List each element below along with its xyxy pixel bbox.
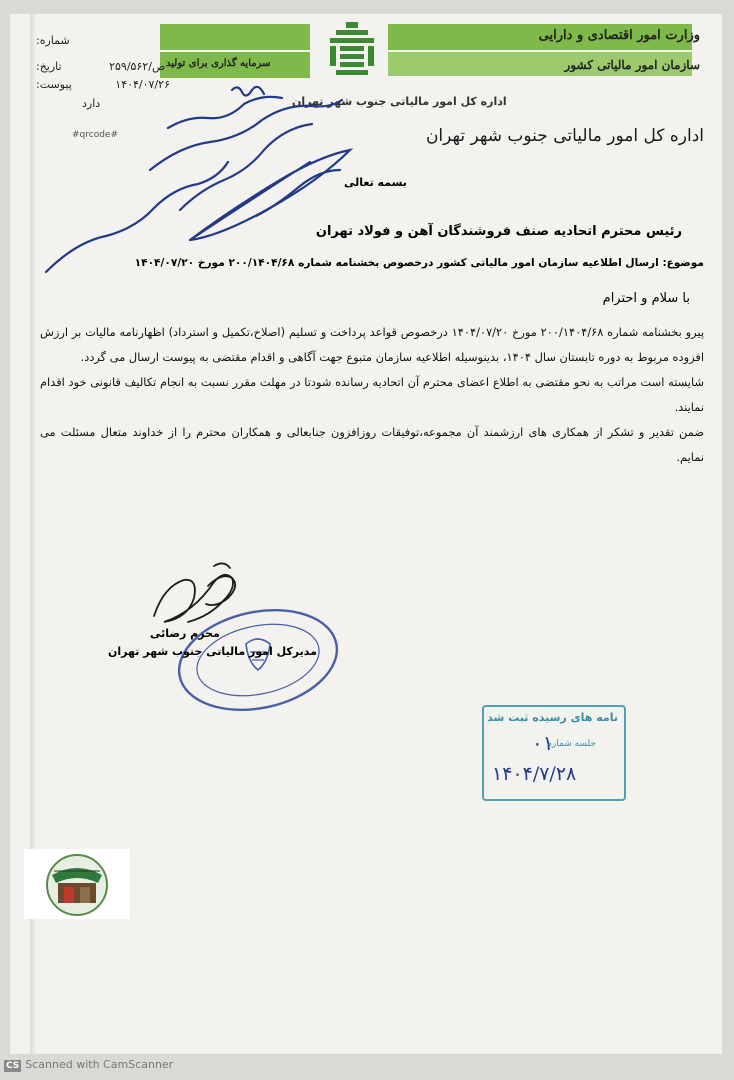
handwritten-office-title: اداره کل امور مالیاتی جنوب شهر تهران (425, 126, 704, 146)
header-slogan: سرمایه گذاری برای تولید (166, 58, 271, 69)
letter-date-value: ۱۴۰۴/۰۷/۲۶ (115, 78, 170, 91)
letter-date-label: تاریخ: (36, 60, 62, 73)
letter-number-label: شماره: (36, 34, 70, 47)
receipt-stamp-number: ۰۱ (532, 731, 554, 755)
body-paragraph-3: ضمن تقدیر و تشکر از همکاری های ارزشمند آن مجموعه،توفیقات روزافزون جنابعالی و همکاران محترم را از خداوند متعال مسئلت می نمایم. (40, 425, 704, 464)
camscanner-text: Scanned with CamScanner (25, 1058, 174, 1071)
receipt-stamp (482, 705, 626, 801)
handwritten-greeting: با سلام و احترام (602, 291, 690, 306)
director-signature (154, 563, 235, 622)
union-logo-icon (24, 849, 130, 919)
union-logo-box (24, 849, 130, 919)
camscanner-badge-icon: CS (6, 1061, 20, 1071)
letter-attachment-label: پیوست: (36, 78, 72, 91)
receipt-stamp-number-label: جلسه شماره (547, 739, 596, 749)
signatory-title: مدیرکل امور مالیاتی جنوب شهر تهران (108, 645, 317, 658)
letter-number-value: ۲۵۹/۵۶۲/ص (109, 60, 166, 73)
handwritten-referral-note (46, 87, 350, 272)
besmellah-heading: بسمه تعالی (344, 176, 407, 189)
body-paragraph-1: پیرو بخشنامه شماره ۲۰۰/۱۴۰۴/۶۸ مورخ ۱۴۰۴/۰۷/۲۰ درخصوص قواعد پرداخت و تسلیم (اصلاح،تکمیل و استرداد) اظهارنامه مالیات بر ارزش افزوده مربوط به دوره تابستان سال ۱۴۰۴، بدینوسیله اطلاعیه سازمان متبوع جهت آگاهی و اقدام مقتضی به پیوست ارسال می گردد. (40, 325, 704, 364)
receipt-stamp-title: نامه های رسیده ثبت شد (487, 711, 618, 724)
body-paragraph-2: شایسته است مراتب به نحو مقتضی به اطلاع اعضای محترم آن اتحادیه رسانده شودتا در مهلت مقرر نسبت به انجام تکالیف قانونی خود اقدام نمایند. (40, 375, 704, 414)
organization-name: سازمان امور مالیاتی کشور (564, 58, 700, 72)
camscanner-watermark (4, 1058, 173, 1072)
receipt-stamp-date: ۱۴۰۴/۷/۲۸ (492, 763, 577, 785)
ministry-name: وزارت امور اقتصادی و دارایی (538, 28, 700, 43)
recipient-line: رئیس محترم اتحادیه صنف فروشندگان آهن و فولاد تهران (315, 224, 682, 239)
signatory-name: محرم رضائی (150, 627, 220, 640)
subject-line: موضوع: ارسال اطلاعیه سازمان امور مالیاتی کشور درخصوص بخشنامه شماره ۲۰۰/۱۴۰۴/۶۸ مورخ ۱۴۰۴/۰۷/۲۰ (134, 257, 704, 269)
official-oval-stamp (170, 596, 346, 723)
sub-organization-line: اداره کل امور مالیاتی جنوب شهر تهران (292, 95, 507, 108)
letter-attachment-value: دارد (82, 97, 101, 110)
qr-code-placeholder: #qrcode# (72, 130, 119, 140)
